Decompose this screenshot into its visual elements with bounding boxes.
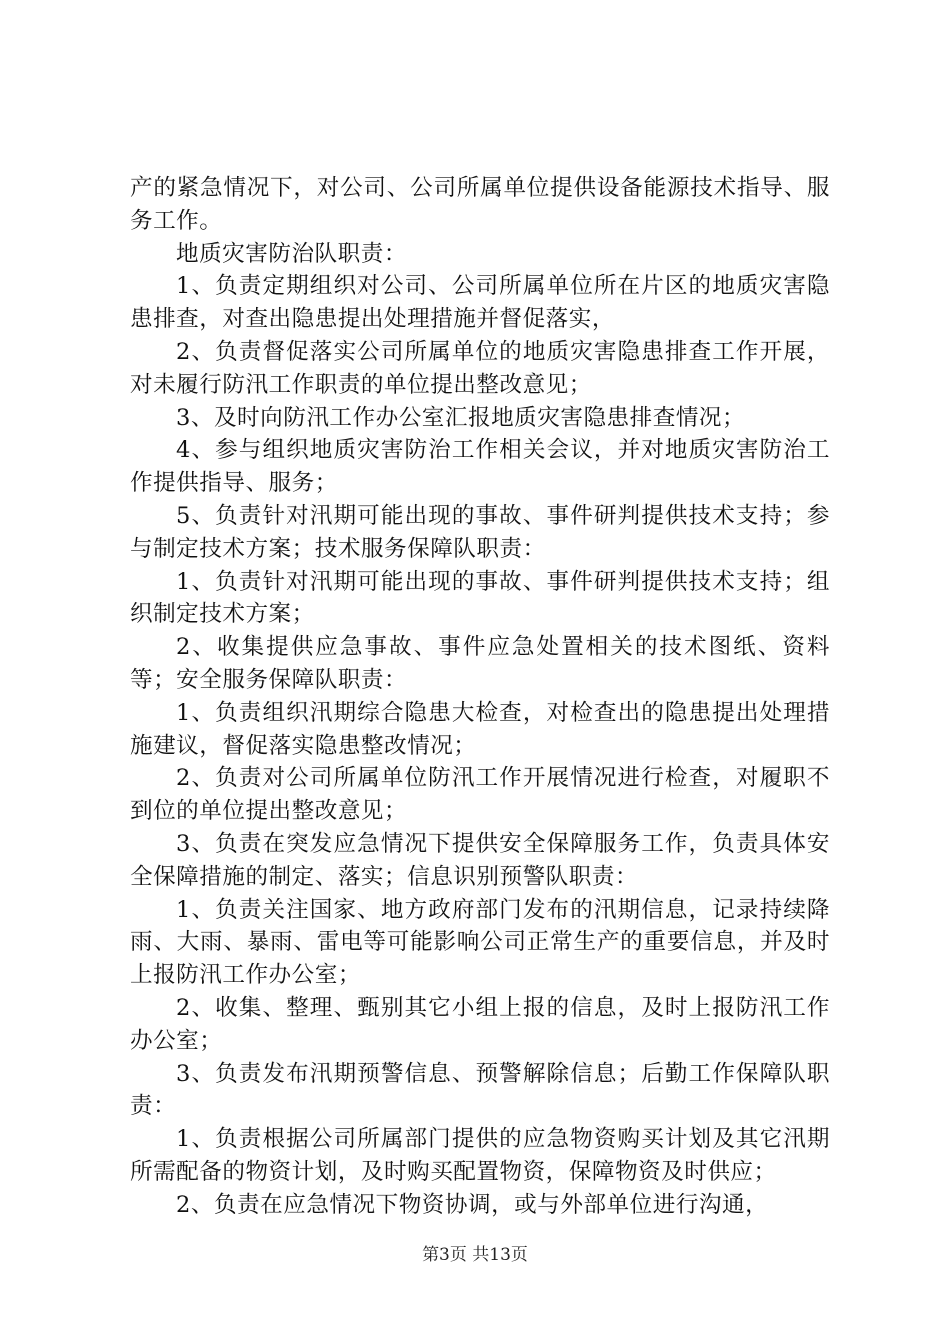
paragraph-2: 地质灾害防治队职责： <box>176 240 407 267</box>
document-body <box>130 172 830 1222</box>
paragraph-14: 2、收集、整理、甄别其它小组上报的信息，及时上报防汛工作办公室； <box>130 994 830 1054</box>
paragraph-1: 产的紧急情况下，对公司、公司所属单位提供设备能源技术指导、服务工作。 <box>130 175 830 234</box>
paragraph-16: 1、负责根据公司所属部门提供的应急物资购买计划及其它汛期所需配备的物资计划，及时购买配置物资，保障物资及时供应； <box>130 1126 830 1185</box>
paragraph-4: 2、负责督促落实公司所属单位的地质灾害隐患排查工作开展，对未履行防汛工作职责的单位提出整改意见； <box>130 338 830 398</box>
paragraph-15: 3、负责发布汛期预警信息、预警解除信息；后勤工作保障队职责： <box>130 1060 830 1120</box>
paragraph-7: 5、负责针对汛期可能出现的事故、事件研判提供技术支持；参与制定技术方案；技术服务保障队职责： <box>130 502 830 562</box>
page-number-footer: 第3页 共13页 <box>422 1245 528 1265</box>
paragraph-8: 1、负责针对汛期可能出现的事故、事件研判提供技术支持；组织制定技术方案； <box>130 568 830 628</box>
paragraph-12: 3、负责在突发应急情况下提供安全保障服务工作，负责具体安全保障措施的制定、落实；信息识别预警队职责： <box>130 830 830 890</box>
paragraph-3: 1、负责定期组织对公司、公司所属单位所在片区的地质灾害隐患排查，对查出隐患提出处理措施并督促落实， <box>130 273 830 333</box>
paragraph-11: 2、负责对公司所属单位防汛工作开展情况进行检查，对履职不到位的单位提出整改意见； <box>130 765 830 825</box>
paragraph-10: 1、负责组织汛期综合隐患大检查，对检查出的隐患提出处理措施建议，督促落实隐患整改情况； <box>130 699 830 759</box>
paragraph-9: 2、收集提供应急事故、事件应急处置相关的技术图纸、资料等；安全服务保障队职责： <box>130 634 830 693</box>
paragraph-5: 3、及时向防汛工作办公室汇报地质灾害隐患排查情况； <box>176 404 746 431</box>
paragraph-17: 2、负责在应急情况下物资协调，或与外部单位进行沟通， <box>176 1191 769 1218</box>
paragraph-13: 1、负责关注国家、地方政府部门发布的汛期信息，记录持续降雨、大雨、暴雨、雷电等可能影响公司正常生产的重要信息，并及时上报防汛工作办公室； <box>130 896 830 989</box>
paragraph-6: 4、参与组织地质灾害防治工作相关会议，并对地质灾害防治工作提供指导、服务； <box>130 437 830 497</box>
